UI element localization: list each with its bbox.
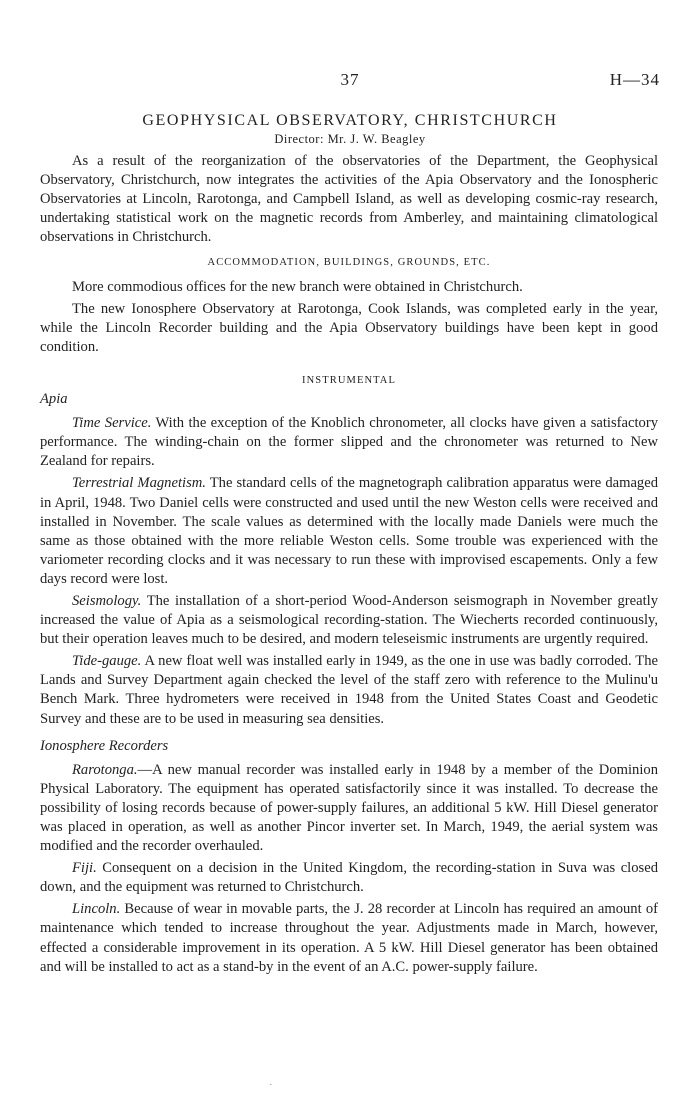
rarotonga-paragraph — [40, 761, 658, 856]
fiji-paragraph — [40, 859, 658, 897]
tide-gauge-paragraph — [40, 652, 658, 728]
tide-gauge-text: A new float well was installed early in 1949, as the one in use was badly corroded. The Lands and Survey Department again checked the level of the staff zero with reference to the Mulinu'u Bench Mark. Three hydrometers were received in 1948 from the United States Coast and Geodetic Survey and these are to be used in measuring sea densities. — [40, 653, 658, 727]
instrumental-heading: INSTRUMENTAL — [301, 374, 397, 386]
director-line: Director: Mr. J. W. Beagley — [274, 132, 426, 146]
document-reference: H—34 — [609, 70, 660, 89]
tide-gauge-label: Tide-gauge. — [72, 653, 142, 670]
lincoln-paragraph — [40, 900, 658, 976]
terrestrial-magnetism-label: Terrestrial Magnetism. — [72, 475, 206, 492]
accommodation-heading: ACCOMMODATION, BUILDINGS, GROUNDS, ETC. — [207, 257, 491, 269]
body-text — [40, 152, 658, 977]
lincoln-label: Lincoln. — [72, 901, 121, 918]
rarotonga-label: Rarotonga. — [72, 761, 138, 778]
page-number: 37 — [340, 70, 360, 89]
footer-mark: · — [269, 1079, 273, 1091]
time-service-text: With the exception of the Knoblich chronometer, all clocks have given a satisfactory performance. The winding-chain on the former slipped and the chronometer was returned to New Zealand for repairs. — [40, 415, 658, 470]
page-title: GEOPHYSICAL OBSERVATORY, CHRISTCHURCH — [142, 112, 558, 129]
seismology-label: Seismology. — [72, 592, 142, 609]
accommodation-paragraph-2: The new Ionosphere Observatory at Rarotonga, Cook Islands, was completed early in the year, while the Lincoln Recorder building and the Apia Observatory buildings have been kept in good condition. — [40, 300, 658, 355]
terrestrial-magnetism-text: The standard cells of the magnetograph calibration apparatus were damaged in April, 1948. Two Daniel cells were constructed and used until the new Weston cells were received and installed in November. The scale values as determined with the locally made Daniels were much the same as those obtained with the more reliable Weston cells. Some trouble was experienced with the variometer recording clocks and it was necessary to run these with improvised escapements. Only a few days record were lost. — [40, 475, 658, 587]
time-service-label: Time Service. — [72, 415, 152, 432]
apia-heading: Apia — [40, 391, 68, 408]
seismology-text: The installation of a short-period Wood-Anderson seismograph in November greatly increased the value of Apia as a seismological recording-station. The Wiecherts recorded continuously, but their operation leaves much to be desired, and modern teleseismic instruments are urgently required. — [40, 592, 658, 648]
intro-paragraph: As a result of the reorganization of the observatories of the Department, the Geophysical Observatory, Christchurch, now integrates the activities of the Apia Observatory and the Ionospheric Observatories at Lincoln, Rarotonga, and Campbell Island, as well as developing cosmic-ray research, undertaking statistical work on the magnetic records from Amberley, and maintaining climatological observations in Christchurch. — [40, 153, 658, 246]
fiji-text: Consequent on a decision in the United Kingdom, the recording-station in Suva was closed down, and the equipment was returned to Christchurch. — [40, 860, 658, 896]
fiji-label: Fiji. — [72, 860, 97, 877]
ionosphere-recorders-heading: Ionosphere Recorders — [40, 737, 169, 754]
terrestrial-magnetism-paragraph — [40, 474, 658, 589]
time-service-paragraph — [40, 414, 658, 471]
accommodation-paragraph-1: More commodious offices for the new branch were obtained in Christchurch. — [72, 278, 523, 295]
rarotonga-text: —A new manual recorder was installed early in 1948 by a member of the Dominion Physical Laboratory. The equipment has operated satisfactorily since it was installed. To decrease the possibility of losing records because of power-supply failures, an additional 5 kW. Hill Diesel generator was placed in operation, as well as another Pincor inverter set. In March, 1949, the aerial system was modified and the recorder overhauled. — [40, 761, 658, 855]
lincoln-text: Because of wear in movable parts, the J. 28 recorder at Lincoln has required an amount of maintenance which tended to increase throughout the year. Adjustments made in March, however, effected a considerable improvement in its operation. A 5 kW. Hill Diesel generator has been obtained and will be installed to act as a stand-by in the event of an A.C. power-supply failure. — [40, 901, 658, 975]
seismology-paragraph — [40, 592, 658, 649]
